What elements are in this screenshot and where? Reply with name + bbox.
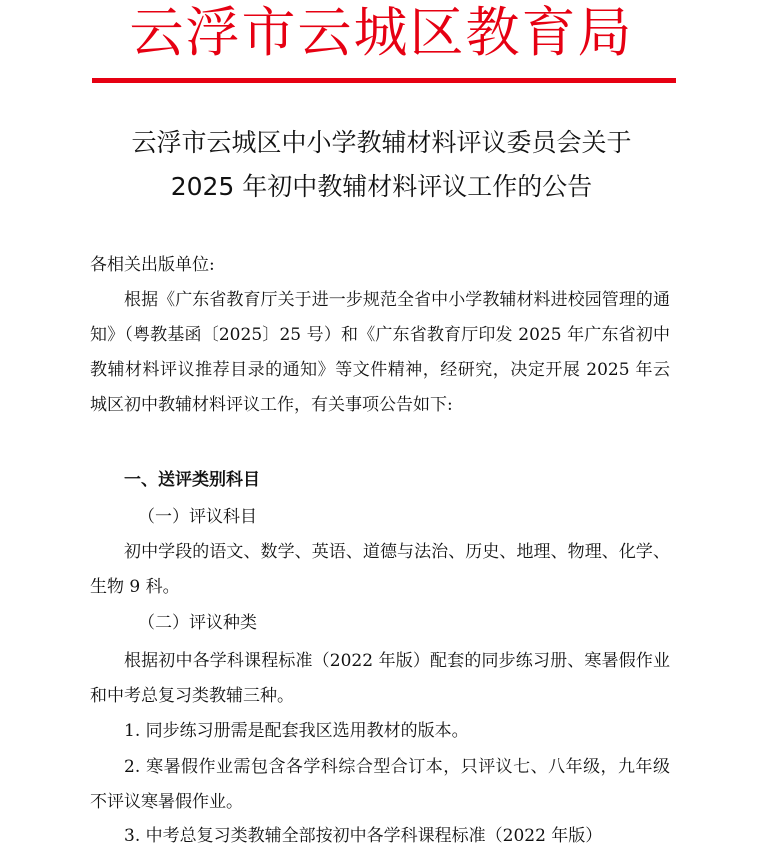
document-title-line-1: 云浮市云城区中小学教辅材料评议委员会关于 xyxy=(131,128,632,157)
section-1-heading: 一、送评类别科目 xyxy=(124,470,260,490)
intro-paragraph: 根据《广东省教育厅关于进一步规范全省中小学教辅材料进校园管理的通知》（粤教基函〔2025〕25 号）和《广东省教育厅印发 2025 年广东省初中教辅材料评议推荐目录的通知》等文件精神，经研究，决定开展 2025 年云城区初中教辅材料评议工作，有关事项公告如下: xyxy=(90,290,670,415)
red-header-rule xyxy=(92,78,676,83)
list-item-1: 1. 同步练习册需是配套我区选用教材的版本。 xyxy=(124,721,469,741)
list-item-3: 3. 中考总复习类教辅全部按初中各学科课程标准（2022 年版） xyxy=(124,826,603,846)
subsection-2-paragraph: 根据初中各学科课程标准（2022 年版）配套的同步练习册、寒暑假作业和中考总复习类教辅三种。 xyxy=(90,651,670,706)
salutation: 各相关出版单位: xyxy=(90,255,215,275)
subsection-2-heading: （二）评议种类 xyxy=(138,613,257,633)
list-item-2: 2. 寒暑假作业需包含各学科综合型合订本，只评议七、八年级，九年级不评议寒暑假作业。 xyxy=(90,757,670,812)
subsection-1-paragraph: 初中学段的语文、数学、英语、道德与法治、历史、地理、物理、化学、生物 9 科。 xyxy=(90,542,670,597)
issuing-authority-masthead: 云浮市云城区教育局 xyxy=(129,1,634,64)
subsection-1-heading: （一）评议科目 xyxy=(138,507,257,527)
document-title-line-2: 2025 年初中教辅材料评议工作的公告 xyxy=(170,172,593,201)
